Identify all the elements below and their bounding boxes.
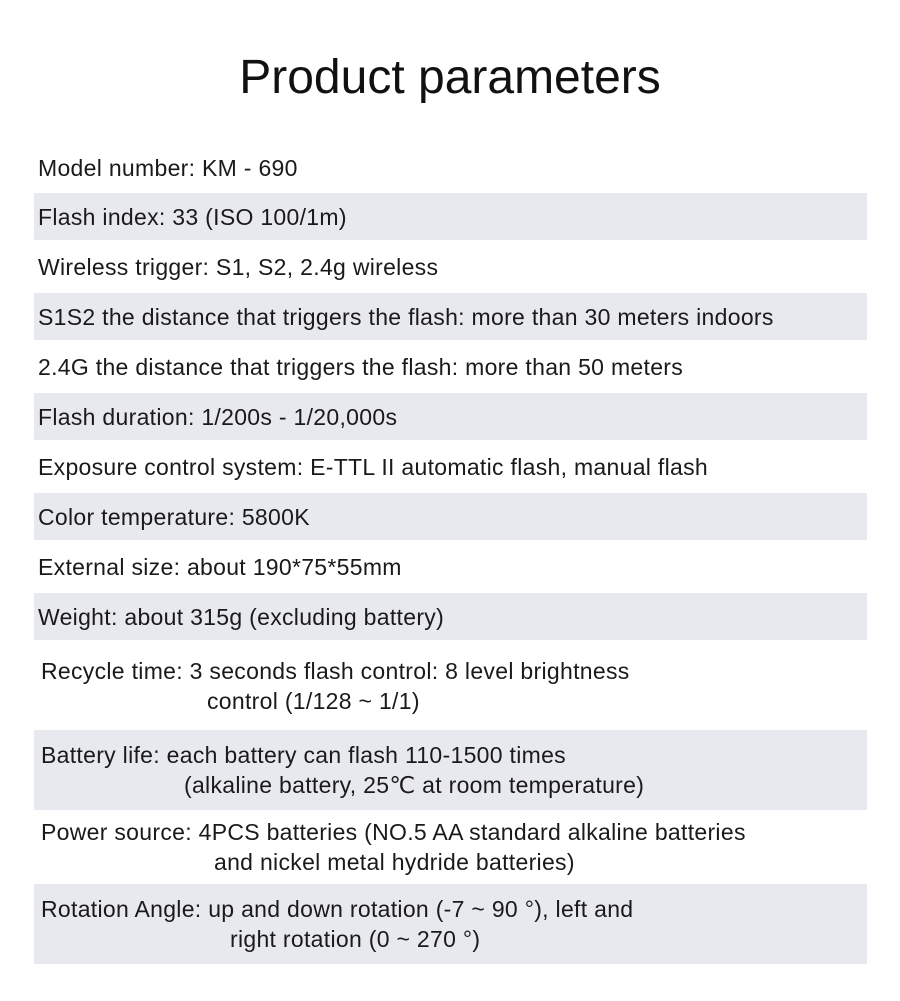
param-line-2: and nickel metal hydride batteries) xyxy=(214,849,575,875)
param-line-2: right rotation (0 ~ 270 °) xyxy=(230,926,481,952)
param-text: Color temperature: 5800K xyxy=(38,503,310,530)
param-24g-distance xyxy=(34,344,867,390)
page-title: Product parameters xyxy=(239,51,661,104)
param-text: Weight: about 315g (excluding battery) xyxy=(38,603,445,630)
param-text: Flash index: 33 (ISO 100/1m) xyxy=(38,203,347,230)
param-color-temperature xyxy=(34,493,867,540)
param-text: External size: about 190*75*55mm xyxy=(38,554,402,580)
param-text: Exposure control system: E-TTL II automatic flash, manual flash xyxy=(38,454,708,480)
param-flash-index xyxy=(34,193,867,240)
param-text: Wireless trigger: S1, S2, 2.4g wireless xyxy=(38,254,439,280)
param-battery-life xyxy=(34,730,867,810)
param-wireless-trigger xyxy=(34,244,867,290)
param-weight xyxy=(34,593,867,640)
param-line-2: control (1/128 ~ 1/1) xyxy=(207,688,420,714)
param-line-1: Power source: 4PCS batteries (NO.5 AA standard alkaline batteries xyxy=(41,819,746,845)
param-text: Flash duration: 1/200s - 1/20,000s xyxy=(38,403,398,430)
param-text: 2.4G the distance that triggers the flash: more than 50 meters xyxy=(38,354,684,380)
param-line-1: Rotation Angle: up and down rotation (-7 ~ 90 °), left and xyxy=(41,896,634,922)
param-power-source xyxy=(34,814,867,880)
param-model-number xyxy=(34,145,867,191)
param-recycle-time xyxy=(34,650,867,722)
param-s1s2-distance xyxy=(34,293,867,340)
param-rotation-angle xyxy=(34,884,867,964)
param-external-size xyxy=(34,544,867,590)
param-line-1: Recycle time: 3 seconds flash control: 8 level brightness xyxy=(41,658,630,684)
param-text: Model number: KM - 690 xyxy=(38,155,298,181)
param-flash-duration xyxy=(34,393,867,440)
param-exposure-control xyxy=(34,444,867,490)
param-text: S1S2 the distance that triggers the flash: more than 30 meters indoors xyxy=(38,303,774,330)
param-line-1: Battery life: each battery can flash 110-1500 times xyxy=(41,742,566,768)
param-line-2: (alkaline battery, 25℃ at room temperature) xyxy=(184,772,645,798)
